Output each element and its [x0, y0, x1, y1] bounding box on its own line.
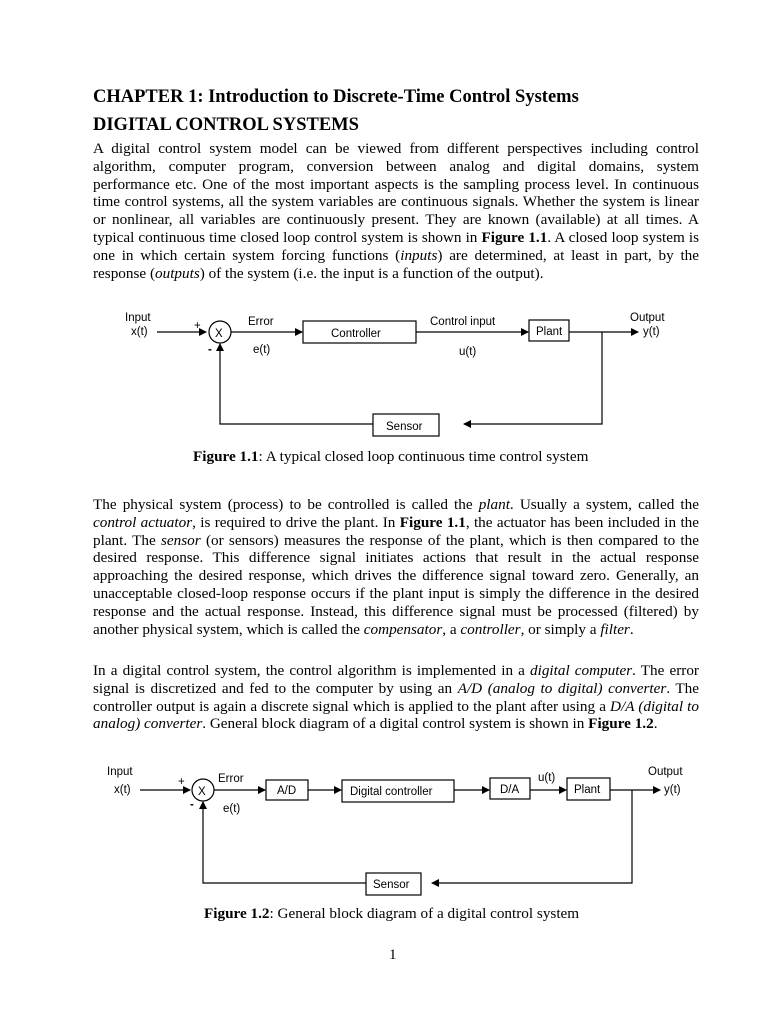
- plus-sign: +: [178, 776, 185, 788]
- summer-symbol: X: [198, 786, 206, 798]
- minus-sign: -: [208, 344, 212, 356]
- sensor-label: Sensor: [373, 879, 410, 891]
- control-signal: u(t): [459, 346, 477, 358]
- minus-sign: -: [190, 799, 194, 811]
- page-number: 1: [389, 947, 397, 963]
- error-signal: e(t): [253, 344, 271, 356]
- da-label: D/A: [500, 784, 520, 796]
- chapter-heading: CHAPTER 1: Introduction to Discrete-Time Control Systems: [93, 87, 579, 107]
- plus-sign: +: [194, 320, 201, 332]
- feedback-path-right: [432, 790, 632, 883]
- output-label: Output: [648, 766, 683, 778]
- ad-label: A/D: [277, 785, 297, 797]
- paragraph-plant: The physical system (process) to be controlled is called the plant. Usually a system, called the control actuator, is required to drive the plant. In Figure 1.1, the actuator has been included in the plant. The sensor (or sensors) measures the response of the plant, which is then compared to the desired response. This difference signal initiates actions that result in the actual response approaching the desired response, which drives the difference signal toward zero. Generally, an unacceptable closed-loop response occurs if the plant input is simply the difference in the desired response and the actual response. Instead, this difference signal must be processed (filtered) by another physical system, which is called the compensator, a controller, or simply a filter.: [93, 496, 700, 638]
- input-signal: x(t): [114, 784, 131, 796]
- paragraph-intro: A digital control system model can be viewed from different perspectives including control algorithm, computer program, conversion between analog and digital domains, system performance etc. One of the most important aspects is the sampling process level. In continuous time control systems, all the system variables are continuous signals. Whether the system is linear or nonlinear, all variables are continuously present. They are known (available) at all times. A typical continuous time closed loop control system is shown in Figure 1.1. A closed loop system is one in which certain system forcing functions (inputs) are determined, at least in part, by the response (outputs) of the system (i.e. the input is a function of the output).: [93, 140, 700, 282]
- plant-label: Plant: [536, 326, 563, 338]
- output-signal: y(t): [643, 326, 660, 338]
- figure-1-2-caption: Figure 1.2: General block diagram of a digital control system: [204, 905, 580, 922]
- digital-controller-label: Digital controller: [350, 786, 433, 798]
- sensor-label: Sensor: [386, 421, 423, 433]
- input-label: Input: [107, 766, 133, 778]
- plant-label: Plant: [574, 784, 601, 796]
- error-signal: e(t): [223, 803, 241, 815]
- figure-1-2-diagram: [0, 757, 768, 902]
- output-signal: y(t): [664, 784, 681, 796]
- control-input-label: Control input: [430, 316, 496, 328]
- error-label: Error: [218, 773, 244, 785]
- control-signal: u(t): [538, 772, 556, 784]
- section-heading: DIGITAL CONTROL SYSTEMS: [93, 115, 359, 135]
- input-signal: x(t): [131, 326, 148, 338]
- figure-1-1-diagram: [0, 300, 768, 445]
- feedback-path-left: [220, 344, 373, 424]
- controller-label: Controller: [331, 328, 381, 340]
- summer-symbol: X: [215, 328, 223, 340]
- output-label: Output: [630, 312, 665, 324]
- input-label: Input: [125, 312, 151, 324]
- figure-1-1-caption: Figure 1.1: A typical closed loop continuous time control system: [193, 448, 589, 465]
- paragraph-digital: In a digital control system, the control algorithm is implemented in a digital computer. The error signal is discretized and fed to the computer by using an A/D (analog to digital) converter. The controller output is again a discrete signal which is applied to the plant after using a D/A (digital to analog) converter. General block diagram of a digital control system is shown in Figure 1.2.: [93, 662, 699, 733]
- feedback-path-right: [464, 332, 602, 424]
- figure-reference: Figure 1.1: [481, 228, 548, 246]
- error-label: Error: [248, 316, 274, 328]
